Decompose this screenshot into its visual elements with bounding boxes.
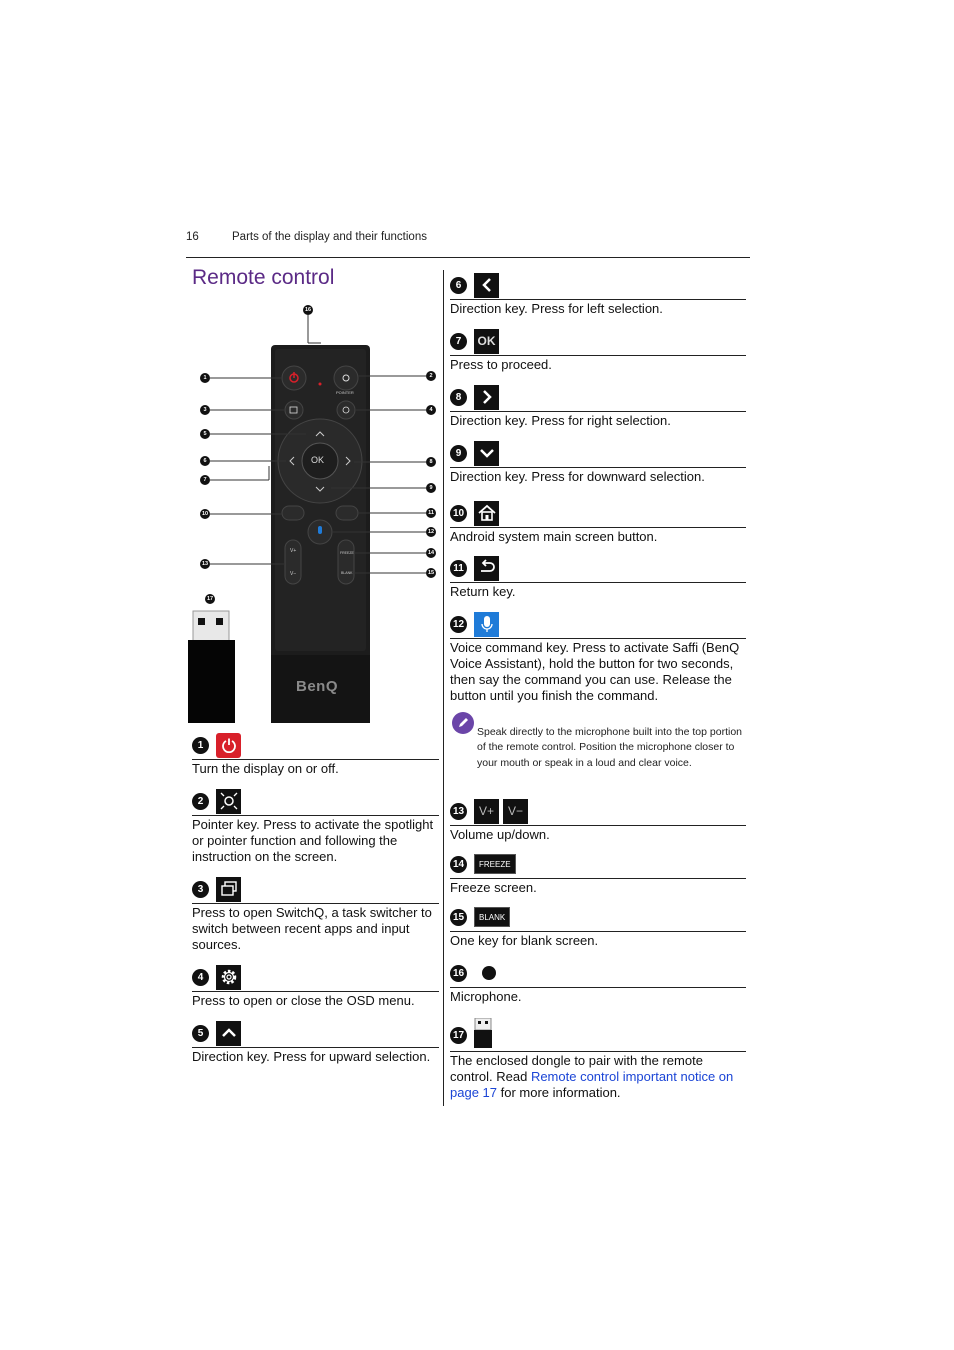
entry-description: Direction key. Press for downward selection.	[450, 469, 705, 484]
callout-6: 6	[200, 456, 210, 466]
entry-number: 4	[192, 969, 209, 986]
entry-number: 16	[450, 965, 467, 982]
entry-number: 8	[450, 389, 467, 406]
volume-up-icon: V+	[474, 799, 499, 824]
callout-2: 2	[426, 371, 436, 381]
entry-return	[450, 555, 746, 600]
entry-number: 2	[192, 793, 209, 810]
chevron-left-icon	[474, 273, 499, 298]
entry-freeze	[450, 851, 746, 896]
entry-description	[450, 1053, 746, 1101]
entry-blank	[450, 904, 746, 949]
entry-description: Turn the display on or off.	[192, 761, 339, 776]
callout-1: 1	[200, 373, 210, 383]
entry-description: Pointer key. Press to activate the spotlight or pointer function and following the instruction on the screen.	[192, 817, 434, 864]
entry-description: One key for blank screen.	[450, 933, 599, 948]
running-header: Parts of the display and their functions	[232, 231, 427, 243]
entry-description: Direction key. Press for left selection.	[450, 301, 663, 316]
entry-number: 11	[450, 560, 467, 577]
chevron-right-icon	[474, 385, 499, 410]
note-callout	[452, 712, 746, 771]
task-switcher-icon	[216, 877, 241, 902]
entry-down	[450, 440, 746, 485]
callout-7: 7	[200, 475, 210, 485]
entry-number: 1	[192, 737, 209, 754]
entry-description: Android system main screen button.	[450, 529, 658, 544]
dongle-desc-prefix: The enclosed dongle to pair with the remote control. Read	[450, 1053, 703, 1084]
entry-number: 9	[450, 445, 467, 462]
pointer-label: POINTER	[336, 390, 354, 395]
entry-number: 6	[450, 277, 467, 294]
return-icon	[474, 556, 499, 581]
entry-dongle	[450, 1020, 746, 1101]
remote-figure	[186, 300, 441, 725]
entry-voice	[450, 611, 746, 704]
pencil-note-icon	[452, 712, 474, 734]
remote-illustration	[186, 300, 441, 725]
callout-16: 16	[304, 307, 312, 313]
vminus-label: V−	[290, 571, 297, 577]
chevron-up-icon	[216, 1021, 241, 1046]
entry-description: Press to open SwitchQ, a task switcher to switch between recent apps and input sources.	[192, 905, 432, 952]
entry-left	[450, 272, 746, 317]
callout-8: 8	[426, 457, 436, 467]
header-rule	[186, 257, 750, 258]
blank-label-remote: BLANK	[341, 571, 353, 575]
column-divider	[443, 270, 444, 1106]
microphone-icon	[474, 612, 499, 637]
entry-description: Voice command key. Press to activate Saffi (BenQ Voice Assistant), hold the button for two seconds, then say the command you can use. Release the button until you finish the command.	[450, 640, 740, 703]
notice-link[interactable]: Remote control important notice on page 17	[450, 1069, 734, 1100]
freeze-icon: FREEZE	[474, 854, 516, 874]
entry-description: Freeze screen.	[450, 880, 537, 895]
chevron-down-icon	[474, 441, 499, 466]
entry-switchq	[192, 876, 439, 953]
entry-microphone	[450, 960, 746, 1005]
pointer-icon	[216, 789, 241, 814]
dongle-desc-suffix: for more information.	[497, 1085, 621, 1100]
entry-number: 15	[450, 909, 467, 926]
note-text: Speak directly to the microphone built into the top portion of the remote control. Position the microphone closer to your mouth or speak in a loud and clear voice.	[477, 726, 742, 769]
callout-9: 9	[426, 483, 436, 493]
home-icon	[474, 501, 499, 526]
callout-12: 12	[427, 529, 435, 535]
freeze-label-remote: FREEZE	[340, 551, 354, 555]
entry-osd	[192, 964, 439, 1009]
vplus-label: V+	[290, 548, 297, 554]
microphone-hole-icon	[482, 966, 496, 980]
entry-description: Direction key. Press for right selection.	[450, 413, 671, 428]
entry-number: 12	[450, 616, 467, 633]
callout-13: 13	[201, 561, 209, 567]
volume-down-icon: V−	[503, 799, 528, 824]
entry-home	[450, 500, 746, 545]
entry-number: 10	[450, 505, 467, 522]
entry-description: Press to proceed.	[450, 357, 552, 372]
entry-description: Direction key. Press for upward selection.	[192, 1049, 431, 1064]
entry-description: Volume up/down.	[450, 827, 550, 842]
power-icon	[216, 733, 241, 758]
benq-logo: BenQ	[296, 678, 339, 695]
entry-right	[450, 384, 746, 429]
ok-icon: OK	[474, 329, 499, 354]
entry-description: Press to open or close the OSD menu.	[192, 993, 415, 1008]
entry-number: 13	[450, 803, 467, 820]
entry-number: 14	[450, 856, 467, 873]
entry-volume	[450, 798, 746, 843]
entry-power	[192, 732, 439, 777]
callout-4: 4	[426, 405, 436, 415]
entry-number: 3	[192, 881, 209, 898]
entry-description: Microphone.	[450, 989, 522, 1004]
dongle-icon	[474, 1018, 492, 1053]
entry-pointer	[192, 788, 439, 865]
callout-14: 14	[427, 550, 435, 556]
entry-up	[192, 1020, 439, 1065]
entry-number: 7	[450, 333, 467, 350]
callout-5: 5	[200, 429, 210, 439]
callout-3: 3	[200, 405, 210, 415]
ok-label: OK	[311, 455, 325, 465]
callout-10: 10	[201, 511, 209, 517]
blank-icon: BLANK	[474, 907, 510, 927]
callout-11: 11	[426, 508, 436, 518]
page-number: 16	[186, 231, 199, 243]
callout-17: 17	[206, 596, 214, 602]
gear-icon	[216, 965, 241, 990]
callout-15: 15	[427, 570, 435, 576]
entry-ok	[450, 328, 746, 373]
entry-number: 17	[450, 1027, 467, 1044]
section-title: Remote control	[192, 266, 335, 289]
entry-number: 5	[192, 1025, 209, 1042]
entry-description: Return key.	[450, 584, 516, 599]
